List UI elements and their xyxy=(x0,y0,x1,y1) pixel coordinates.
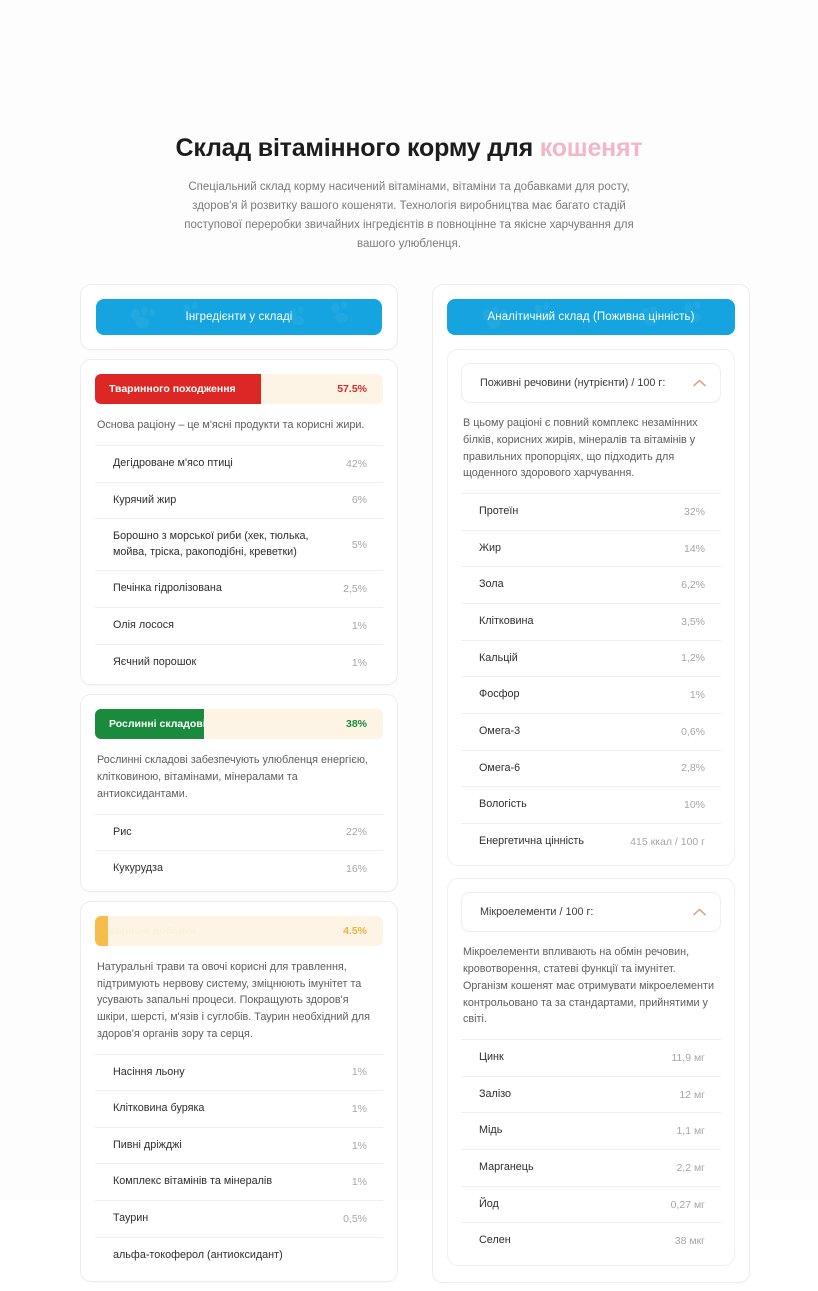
row-label: Таурин xyxy=(113,1212,149,1225)
nutrient-row xyxy=(461,1150,721,1187)
row-label: Насіння льону xyxy=(113,1065,185,1078)
chevron-up-icon xyxy=(693,908,706,916)
group-description: В цьому раціоні є повний комплекс незамінних білків, корисних жирів, мінералів та вітамінів у правильних пропорціях, що підходить для щоденного здорового харчування. xyxy=(463,417,698,480)
ingredient-section-card xyxy=(80,694,398,891)
row-label: Омега-3 xyxy=(479,724,521,737)
row-value: 415 ккал / 100 г xyxy=(630,835,705,848)
composition-bar-label: Тваринного походження xyxy=(109,383,236,396)
intro-paragraph: Спеціальний склад корму насичений вітамінами, вітаміни та добавками для росту, здоров'я й розвитку вашого кошеняти. Технологія виробництва має багато стадій поступової переробки звичайних інгредієнтів в повноцінне та якісне харчування для вашого улюбленця. xyxy=(184,181,634,251)
row-label: Протеїн xyxy=(479,505,519,518)
row-value: 3,5% xyxy=(681,615,705,628)
composition-bar xyxy=(95,374,383,404)
page-title-main: Склад вітамінного корму для xyxy=(175,134,540,162)
row-label: Селен xyxy=(479,1234,511,1247)
page-header xyxy=(0,0,818,254)
page-title xyxy=(0,133,818,164)
ingredient-section-card xyxy=(80,901,398,1283)
row-label: Яєчний порошок xyxy=(113,655,197,668)
ingredient-row xyxy=(95,519,383,571)
row-value: 1,1 мг xyxy=(676,1125,705,1138)
nutrient-row xyxy=(461,1040,721,1077)
content-columns xyxy=(0,254,818,1291)
left-column xyxy=(80,284,398,1291)
row-value: 5% xyxy=(351,538,367,551)
row-value: 0,27 мг xyxy=(670,1198,705,1211)
row-value: 0,5% xyxy=(343,1212,367,1225)
nutrient-row xyxy=(461,714,721,751)
row-label: Кальцій xyxy=(479,651,518,664)
row-value: 42% xyxy=(345,457,367,470)
row-value: 10% xyxy=(683,799,705,811)
row-label: Марганець xyxy=(479,1161,534,1174)
section-description: Натуральні трави та овочі корисні для травлення, підтримують нервову систему, зміцнюють імунітет та усувають запальні процеси. Покращують здоров'я шкіри, шерсті, м'язів і суглобів. Таурин необхідний для здоров'я органів зору та серця. xyxy=(97,960,370,1040)
ingredients-banner xyxy=(96,299,382,335)
composition-bar-value: 57.5% xyxy=(337,383,367,396)
row-value: 32% xyxy=(683,505,705,518)
nutrient-row xyxy=(461,494,721,531)
ingredient-row xyxy=(95,1164,383,1201)
ingredient-row xyxy=(95,571,383,608)
row-value: 6% xyxy=(351,494,367,507)
row-value: 22% xyxy=(345,826,367,839)
composition-bar xyxy=(95,709,383,739)
accordion-title: Мікроелементи / 100 г: xyxy=(480,906,594,919)
row-value: 1% xyxy=(351,619,367,632)
row-label: Жир xyxy=(479,541,502,554)
row-label: Печінка гідролізована xyxy=(113,582,222,595)
ingredient-row xyxy=(95,483,383,520)
analysis-group-card xyxy=(447,349,735,866)
row-label: Дегідроване м'ясо птиці xyxy=(113,456,233,469)
analysis-group-card xyxy=(447,878,735,1266)
nutrient-row xyxy=(461,641,721,678)
row-label: Цинк xyxy=(479,1051,504,1064)
row-label: Курячий жир xyxy=(113,493,177,506)
accordion-title: Поживні речовини (нутрієнти) / 100 г: xyxy=(480,377,666,390)
ingredients-banner-card xyxy=(80,284,398,350)
nutrient-row xyxy=(461,1223,721,1259)
row-label: Кукурудза xyxy=(113,862,163,875)
right-column xyxy=(432,284,750,1283)
row-label: альфа-токоферол (антиоксидант) xyxy=(113,1248,283,1261)
composition-bar-value: 38% xyxy=(345,718,367,731)
chevron-up-icon xyxy=(693,379,706,387)
row-value: 0,6% xyxy=(681,725,705,738)
composition-bar-value: 4.5% xyxy=(343,924,367,937)
nutrient-row xyxy=(461,1113,721,1150)
analysis-banner xyxy=(447,299,735,335)
row-list xyxy=(461,493,721,859)
ingredients-banner-label: Інгредієнти у складі xyxy=(185,311,293,324)
row-value: 1% xyxy=(351,1066,367,1079)
composition-bar-label: Рослинні складові xyxy=(109,718,206,731)
ingredient-row xyxy=(95,851,383,887)
group-description: Мікроелементи впливають на обмін речовин, кровотворення, статеві функції та імунітет. Організм кошенят має отримувати мікроелементи контрольовано та за стандартами, прийнятими у світі. xyxy=(463,946,714,1026)
page-title-accent: кошенят xyxy=(539,134,643,162)
row-label: Залізо xyxy=(479,1087,512,1100)
nutrient-row xyxy=(461,1187,721,1224)
nutrient-row xyxy=(461,604,721,641)
row-label: Олія лосося xyxy=(113,619,175,632)
row-value: 6,2% xyxy=(681,579,705,592)
row-value: 1% xyxy=(351,1102,367,1115)
row-list xyxy=(95,1054,383,1274)
analysis-banner-label: Аналітичний склад (Поживна цінність) xyxy=(487,311,695,324)
row-label: Йод xyxy=(479,1197,499,1210)
ingredient-row xyxy=(95,1055,383,1092)
row-value: 1% xyxy=(351,656,367,669)
nutrient-row xyxy=(461,677,721,714)
accordion-header[interactable] xyxy=(461,363,721,403)
accordion-header[interactable] xyxy=(461,892,721,932)
row-list xyxy=(461,1039,721,1259)
row-label: Енергетична цінність xyxy=(479,834,584,847)
nutrient-row xyxy=(461,531,721,568)
row-label: Комплекс вітамінів та мінералів xyxy=(113,1175,273,1188)
ingredient-row xyxy=(95,1201,383,1238)
row-value: 2,8% xyxy=(681,762,705,775)
nutrient-row xyxy=(461,567,721,604)
row-value: 1% xyxy=(689,689,705,702)
row-value: 1% xyxy=(351,1176,367,1189)
ingredient-row xyxy=(95,1128,383,1165)
row-value: 11,9 мг xyxy=(671,1051,705,1064)
row-value: 16% xyxy=(345,863,367,875)
row-label: Борошно з морської риби (хек, тюлька, мойва, тріска, ракоподібні, креветки) xyxy=(113,530,309,558)
nutrient-row xyxy=(461,1077,721,1114)
ingredient-row xyxy=(95,645,383,681)
row-value: 14% xyxy=(683,542,705,555)
row-value: 2,2 мг xyxy=(676,1161,705,1174)
row-label: Вологість xyxy=(479,798,527,811)
ingredient-row xyxy=(95,608,383,645)
row-list xyxy=(95,445,383,680)
composition-bar-label: Корисні добавки xyxy=(109,924,197,937)
ingredient-row xyxy=(95,1091,383,1128)
ingredient-section-card xyxy=(80,359,398,685)
row-label: Омега-6 xyxy=(479,761,521,774)
row-value: 12 мг xyxy=(679,1088,705,1101)
section-description: Рослинні складові забезпечують улюбленця енергією, клітковиною, вітамінами, мінералами та антиоксидантами. xyxy=(97,754,368,800)
row-list xyxy=(95,814,383,887)
row-label: Зола xyxy=(479,578,504,591)
nutrient-row xyxy=(461,787,721,824)
row-label: Пивні дріжджі xyxy=(113,1138,182,1151)
row-label: Клітковина буряка xyxy=(113,1102,205,1115)
analysis-panel-card xyxy=(432,284,750,1283)
row-value: 2,5% xyxy=(343,583,367,596)
nutrient-row xyxy=(461,824,721,860)
section-description: Основа раціону – це м'ясні продукти та корисні жири. xyxy=(97,419,365,432)
row-label: Клітковина xyxy=(479,614,534,627)
ingredient-row xyxy=(95,815,383,852)
row-label: Рис xyxy=(113,825,132,838)
ingredient-row xyxy=(95,1238,383,1274)
row-value: 1% xyxy=(351,1139,367,1152)
row-label: Мідь xyxy=(479,1124,503,1137)
ingredient-row xyxy=(95,446,383,483)
composition-bar xyxy=(95,916,383,946)
nutrient-row xyxy=(461,751,721,788)
row-value: 38 мкг xyxy=(674,1235,705,1248)
row-value: 1,2% xyxy=(681,652,705,665)
row-label: Фосфор xyxy=(479,688,520,701)
